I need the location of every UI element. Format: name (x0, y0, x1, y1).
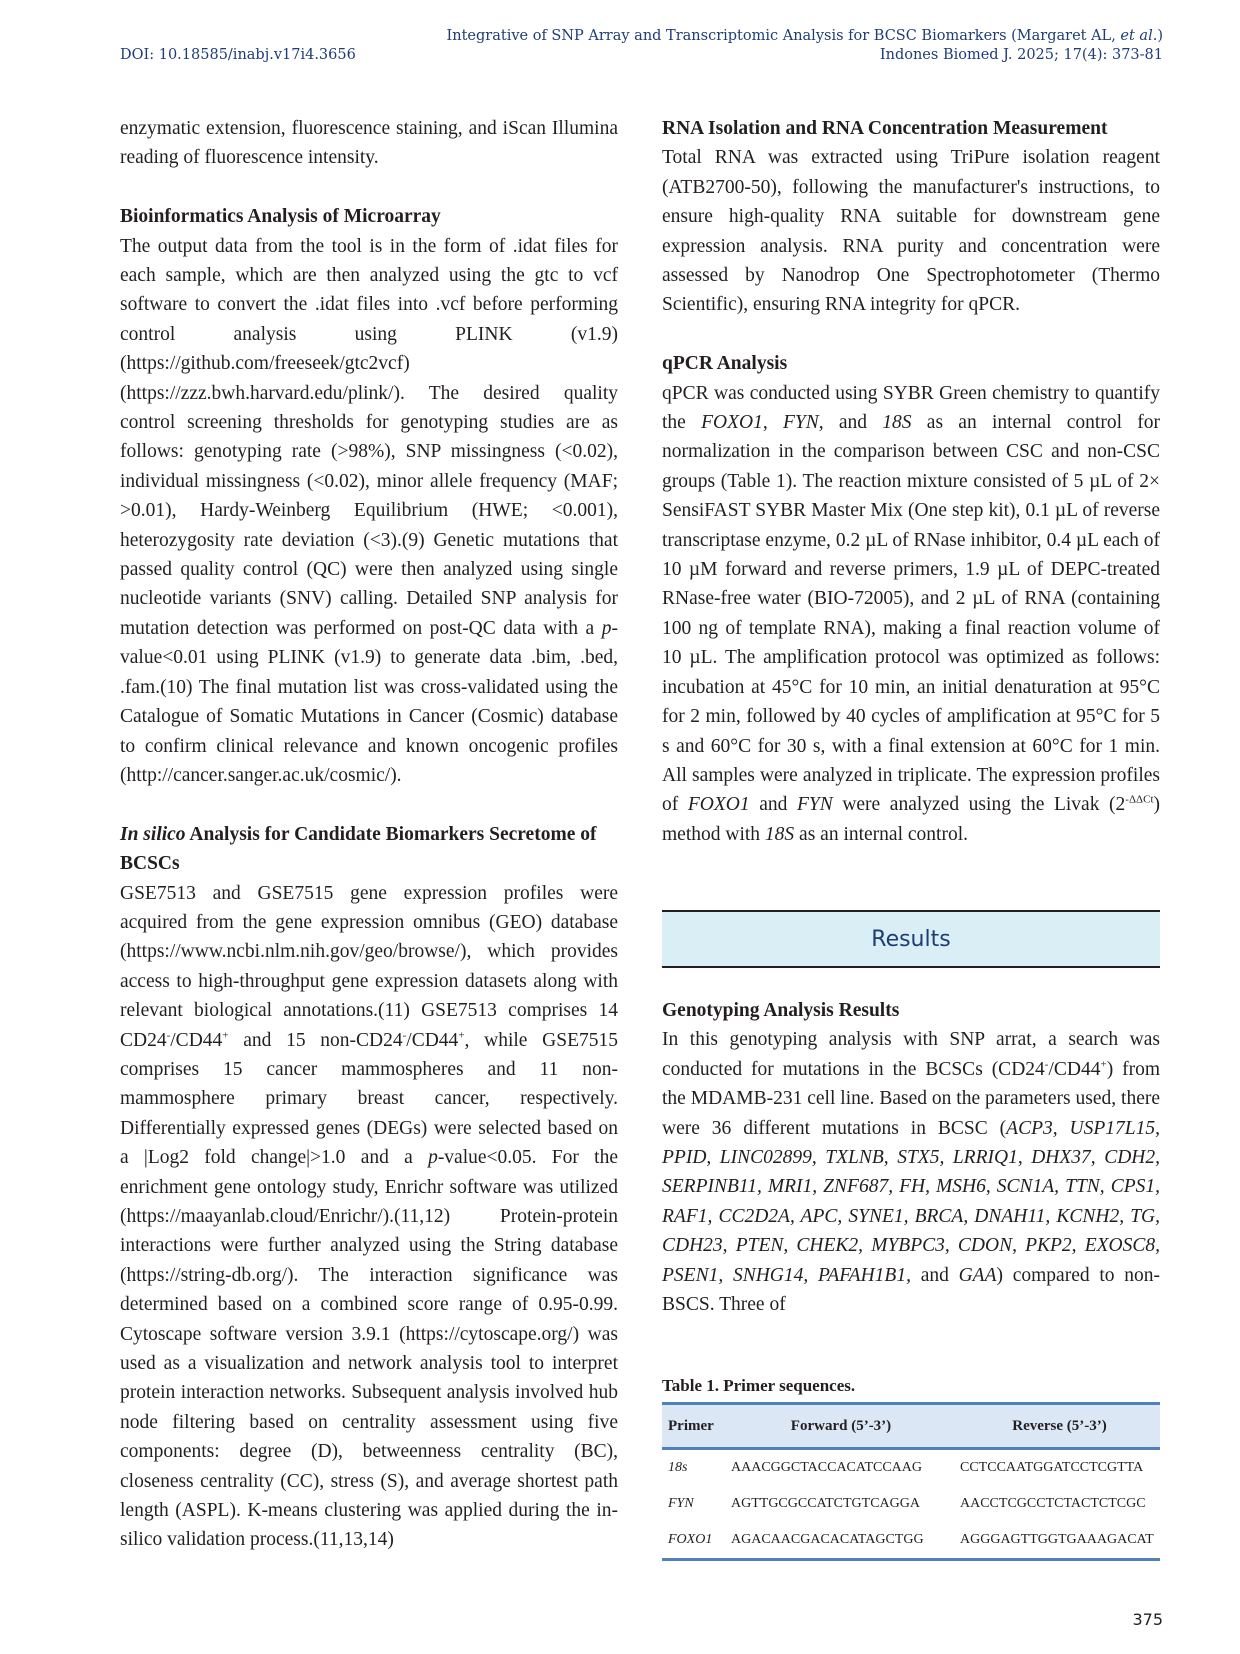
geno-text-c: and (910, 1264, 959, 1286)
silico-p-italic: p (428, 1147, 438, 1169)
results-section-banner: Results (662, 910, 1160, 968)
qpcr-paragraph (662, 379, 1160, 850)
in-silico-heading (120, 820, 618, 879)
genotyping-block (662, 996, 1160, 1319)
reverse-sequence: AACCTCGCCTCTACTCTCGC (960, 1496, 1146, 1511)
genotyping-paragraph (662, 1025, 1160, 1319)
right-column (662, 114, 1160, 849)
slash-cd44: /CD44 (406, 1029, 459, 1051)
slash-cd44: /CD44 (170, 1029, 223, 1051)
silico-text-c: , while GSE7515 comprises 15 cancer mammospheres and 11 non-mammosphere primary breast cancer, respectively. Differentially expressed genes (DEGs) were selected based on a |Log2 fold change|>1.0 and a (120, 1029, 618, 1169)
table-header-row (662, 1404, 1160, 1449)
geno-text-d: ) compared to non-BSCS. Three of (662, 1264, 1160, 1316)
forward-sequence: AGACAACGACACATAGCTGG (725, 1522, 952, 1560)
running-header (447, 27, 1163, 65)
slash-cd44: /CD44 (1048, 1058, 1101, 1080)
geno-text-b: ) from the MDAMB-231 cell line. Based on the parameters used, there were 36 different mutations in BCSC ( (662, 1058, 1160, 1139)
sup-minus: - (1044, 1058, 1049, 1071)
sup-plus: + (1100, 1058, 1107, 1071)
geno-text-a: In this genotyping analysis with SNP arrat, a search was conducted for mutations in the BCSCs (CD24 (662, 1029, 1160, 1080)
table-row (662, 1522, 1160, 1560)
forward-sequence: AAACGGCTACCACATCCAAG (731, 1460, 923, 1475)
comma-sep: , (762, 412, 783, 434)
and-sep: , and (818, 412, 883, 434)
reverse-sequence: CCTCCAATGGATCCTCGTTA (960, 1460, 1144, 1475)
genotyping-heading: Genotyping Analysis Results (662, 1000, 900, 1021)
intro-paragraph: enzymatic extension, fluorescence staining, and iScan Illumina reading of fluorescence intensity. (120, 118, 618, 169)
qpcr-text-e: as an internal control. (794, 823, 968, 845)
primer-name: FYN (668, 1496, 694, 1511)
running-title-etal: et al. (1120, 28, 1158, 44)
in-silico-heading-rest: Analysis for Candidate Biomarkers Secretome of BCSCs (120, 823, 597, 875)
table-row (662, 1449, 1160, 1487)
running-title-close: ) (1157, 28, 1163, 44)
gene-18s: 18S (764, 823, 795, 845)
qpcr-text-c: were analyzed using the Livak (2 (832, 794, 1126, 816)
table-row (662, 1486, 1160, 1522)
rna-paragraph: Total RNA was extracted using TriPure isolation reagent (ATB2700-50), following the manufacturer's instructions, to ensure high-quality RNA suitable for downstream gene expression analysis. RNA purity and concentration were assessed by Nanodrop One Spectrophotometer (Thermo Scientific), ensuring RNA integrity for qPCR. (662, 147, 1160, 316)
gene-foxo1: FOXO1 (701, 412, 763, 434)
and-word: and (749, 794, 797, 816)
qpcr-heading: qPCR Analysis (662, 353, 788, 375)
reverse-sequence: AGGGAGTTGGTGAAAGACAT (952, 1522, 1160, 1560)
silico-text-a: GSE7513 and GSE7515 gene expression profiles were acquired from the gene expression omnibus (GEO) database (https://www.ncbi.nlm.nih.gov/geo/browse/), which provides access to high-throughput gene expression datasets along with relevant biological annotations.(11) GSE7513 comprises 14 CD24 (120, 882, 618, 1051)
primer-name: 18s (668, 1460, 688, 1475)
bioinformatics-paragraph (120, 232, 618, 791)
page-number: 375 (1132, 1610, 1163, 1629)
running-title (447, 27, 1163, 46)
sup-plus: + (222, 1029, 229, 1042)
gene-fyn: FYN (782, 412, 819, 434)
doi-text: DOI: 10.18585/inabj.v17i4.3656 (120, 47, 356, 63)
bio-text-2: -value<0.01 using PLINK (v1.9) to generate data .bim, .bed, .fam.(10) The final mutation list was cross-validated using the Catalogue of Somatic Mutations in Cancer (Cosmic) database to confirm clinical relevance and known oncogenic profiles (http://cancer.sanger.ac.uk/cosmic/). (120, 617, 618, 786)
rna-heading: RNA Isolation and RNA Concentration Measurement (662, 118, 1108, 139)
silico-text-d: -value<0.05. For the enrichment gene ontology study, Enrichr software was utilized (https://maayanlab.cloud/Enrichr/).(11,12) Protein-protein interactions were further analyzed using the String database (https://string-db.org/). The interaction significance was determined based on a combined score range of 0.95-0.99. Cytoscape software version 3.9.1 (https://cytoscape.org/) was used as a visualization and network analysis tool to interpret protein interaction networks. Subsequent analysis involved hub node filtering based on centrality assessment using five components: degree (D), betweenness centrality (BC), closeness centrality (CC), stress (S), and average shortest path length (ASPL). K-means clustering was applied during the in-silico validation process.(11,13,14) (120, 1147, 618, 1551)
primer-name: FOXO1 (662, 1522, 725, 1560)
header-forward: Forward (5’-3’) (725, 1404, 952, 1449)
forward-sequence: AGTTGCGCCATCTGTCAGGA (731, 1496, 920, 1511)
gene-foxo1: FOXO1 (687, 794, 750, 816)
left-column (120, 114, 618, 1555)
bio-p-italic: p (601, 617, 612, 639)
header-primer: Primer (662, 1404, 725, 1449)
gene-gaa: GAA (958, 1264, 997, 1286)
qpcr-text-b: as an internal control for normalization in the comparison between CSC and non-CSC groups (Table 1). The reaction mixture consisted of 5 µL of 2× SensiFAST SYBR Master Mix (One step kit), 0.1 µL of reverse transcriptase enzyme, 0.2 µL of RNase inhibitor, 0.4 µL each of 10 µM forward and reverse primers, 1.9 µL of DEPC-treated RNase-free water (BIO-72005), and 2 µL of RNA (containing 100 ng of template RNA), making a final reaction volume of 10 µL. The amplification protocol was optimized as follows: incubation at 45°C for 10 min, an initial denaturation at 95°C for 2 min, followed by 40 cycles of amplification at 95°C for 5 s and 60°C for 30 s, with a final extension at 60°C for 1 min. All samples were analyzed in triplicate. The expression profiles of (662, 412, 1161, 816)
gene-18s: 18S (882, 412, 912, 434)
bio-text-1: The output data from the tool is in the form of .idat files for each sample, which are then analyzed using the gtc to vcf software to convert the .idat files into .vcf before performing control analysis using PLINK (v1.9) (https://github.com/freeseek/gtc2vcf) (https://zzz.bwh.harvard.edu/plink/). The desired quality control screening thresholds for genotyping studies are as follows: genotyping rate (>98%), SNP missingness (<0.02), individual missingness (<0.02), minor allele frequency (MAF; >0.01), Hardy-Weinberg Equilibrium (HWE; <0.001), heterozygosity rate deviation (<3).(9) Genetic mutations that passed quality control (QC) were then analyzed using single nucleotide variants (SNV) calling. Detailed SNP analysis for mutation detection was performed on post-QC data with a (120, 235, 618, 639)
bioinformatics-heading: Bioinformatics Analysis of Microarray (120, 206, 441, 228)
table-caption: Table 1. Primer sequences. (662, 1376, 856, 1395)
journal-citation: Indones Biomed J. 2025; 17(4): 373-81 (879, 47, 1163, 63)
sup-plus: + (458, 1029, 465, 1042)
primer-table (662, 1402, 1160, 1561)
header-reverse: Reverse (5’-3’) (952, 1404, 1160, 1449)
in-silico-heading-italic: In silico (120, 823, 186, 845)
gene-fyn: FYN (796, 794, 833, 816)
sup-minus: - (166, 1029, 171, 1042)
livak-superscript: -ΔΔCt (1125, 793, 1154, 806)
silico-text-b: and 15 non-CD24 (228, 1029, 403, 1051)
sup-minus: - (402, 1029, 407, 1042)
running-title-main: Integrative of SNP Array and Transcriptomic Analysis for BCSC Biomarkers (Margaret AL, (446, 28, 1121, 44)
qpcr-text-a: qPCR was conducted using SYBR Green chemistry to quantify the (662, 382, 1160, 434)
in-silico-paragraph (120, 879, 618, 1555)
qpcr-text-d: ) method with (662, 794, 1161, 845)
mutated-genes-list: ACP3, USP17L15, PPID, LINC02899, TXLNB, STX5, LRRIQ1, DHX37, CDH2, SERPINB11, MRI1, ZNF687, FH, MSH6, SCN1A, TTN, CPS1, RAF1, CC2D2A, APC, SYNE1, BRCA, DNAH11, KCNH2, TG, CDH23, PTEN, CHEK2, MYBPC3, CDON, PKP2, EXOSC8, PSEN1, SNHG14, PAFAH1B1, (662, 1117, 1160, 1286)
